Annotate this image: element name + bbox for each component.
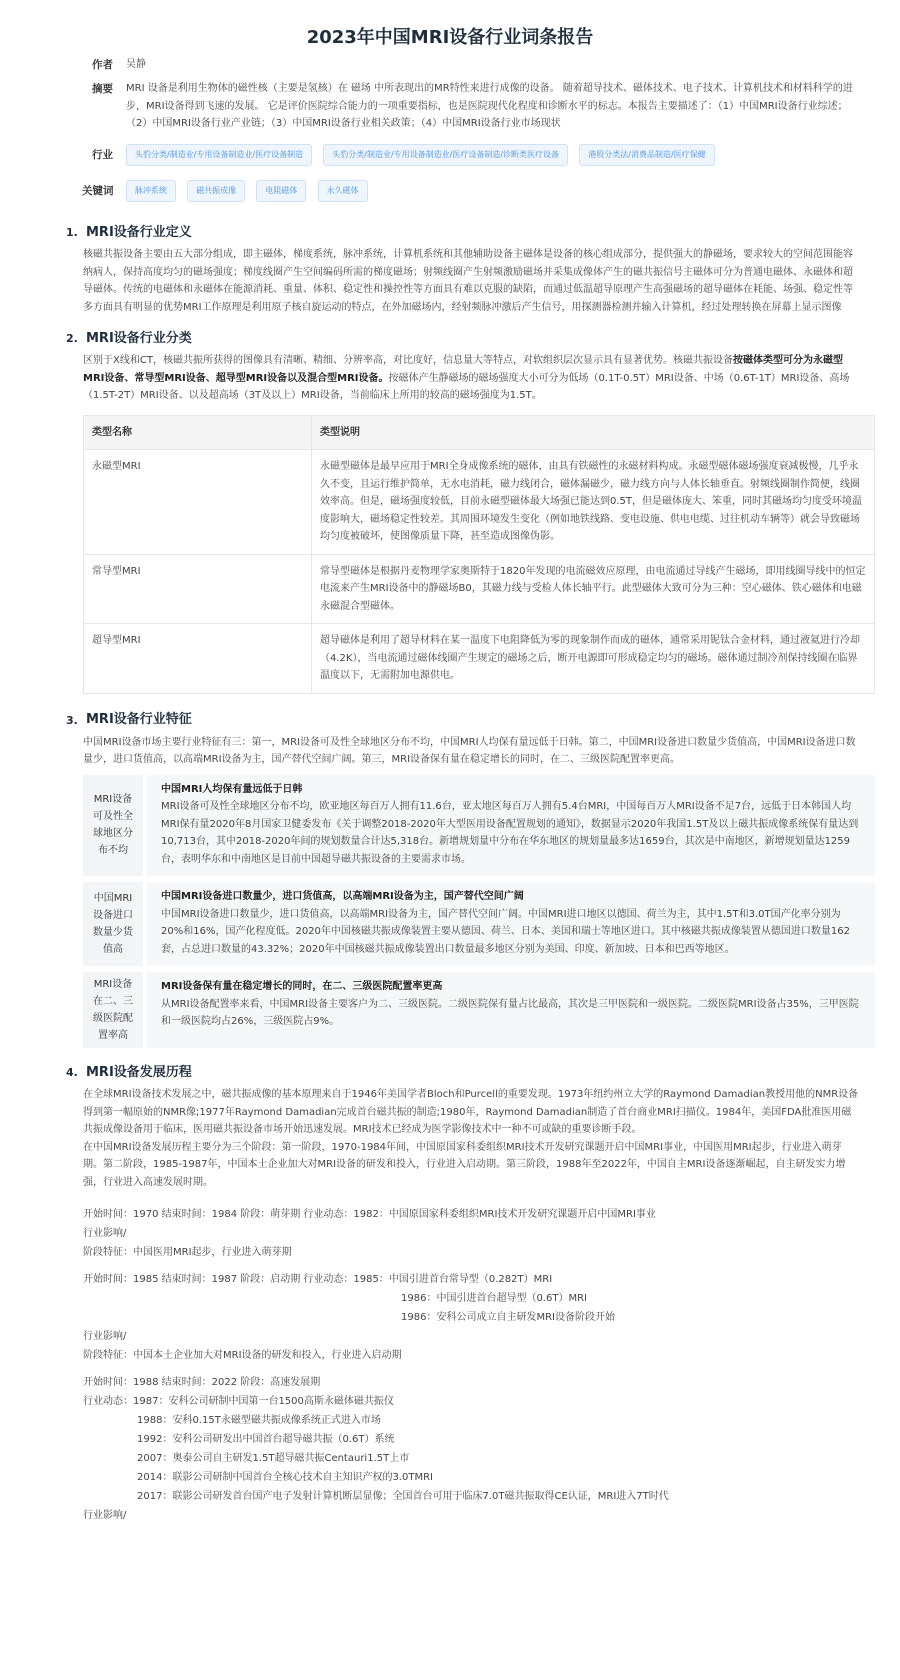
industry-label: 行业 bbox=[92, 148, 113, 161]
table-header-name: 类型名称 bbox=[84, 415, 312, 450]
industry-tag[interactable]: 头豹分类/制造业/专用设备制造业/医疗设备制造/诊断类医疗设备 bbox=[323, 144, 568, 166]
stage-feature: 中国医用MRI起步，行业进入萌芽期 bbox=[133, 1247, 292, 1258]
industry-row bbox=[92, 136, 856, 174]
section-title: MRI设备行业定义 bbox=[86, 224, 192, 240]
type-description: 永磁型磁体是最早应用于MRI全身成像系统的磁体，由具有铁磁性的永磁材料构成。永磁型磁体磁场强度衰减极慢，几乎永久不变，且运行维护简单，无水电消耗，磁力线闭合，磁体漏磁少，磁力线方向与人体长轴垂直。射频线圈制作简便，线圈效率高。但是，磁场强度较低，目前永磁型磁体最大场强已能达到0.5T，但是磁体庞大、笨重，同时其磁场均匀度受环境温度影响大，磁场稳定性较差。其周围环境发生变化（例如地铁线路、变电设施、供电电缆、过往机动车辆等）就会导致磁场均匀度被破坏，使图像质量下降，甚至造成图像伪影。 bbox=[312, 450, 875, 555]
para-bold-text: 按磁体类型可分为永磁型MRI设备、常导型MRI设备、超导型MRI设备以及混合型MRI设备。 bbox=[83, 355, 843, 384]
type-name: 常导型MRI bbox=[84, 554, 312, 624]
stage-event: 1988：安科0.15T永磁型磁共振成像系统正式进入市场 bbox=[137, 1415, 381, 1426]
para-text: 按磁体产生静磁场的磁场强度大小可分为低场（0.1T-0.5T）MRI设备、中场（0.6T-1T）MRI设备、高场（1.5T-2T）MRI设备、以及超高场（3T及以上）MRI设备，当前临床上所用的较高的磁场强度为1.5T。 bbox=[83, 372, 850, 401]
stage-event-row bbox=[83, 1392, 864, 1411]
stage-event: 2017：联影公司研发首台国产电子发射计算机断层显像；全国首台可用于临床7.0T磁共振取得CE认证，MRI进入7T时代 bbox=[137, 1491, 669, 1502]
feature-description: MRI设备可及性全球地区分布不均，欧亚地区每百万人拥有11.6台，亚太地区每百万人拥有5.4台MRI，中国每百万人MRI设备不足7台，远低于日本韩国人均MRI保有量2020年8月国家卫健委发布《关于调整2018-2020年大型医用设备配置规划的通知》，数据显示2020年我国1.5T及以上磁共振成像系统保有量达到10,713台，其中2018-2020年间的规划数量合计达5,318台。新增规划量中分布在华东地区的规划量最多达1659台，其次是中南地区，新增规划量达1259台，表明华东和中南地区是目前中国超导磁共振设备的主要需求市场。 bbox=[161, 801, 859, 865]
section-number: 4. bbox=[66, 1066, 78, 1080]
stage-summary: 开始时间：1988 结束时间：2022 阶段：高速发展期 bbox=[83, 1377, 321, 1388]
table-row bbox=[84, 554, 875, 624]
feature-description: 中国MRI设备进口数量少，进口货值高，以高端MRI设备为主，国产替代空间广阔。中国MRI进口地区以德国、荷兰为主，其中1.5T和3.0T国产化率分别为20%和16%，国产化程度低。2020年中国核磁共振成像装置主要从德国、荷兰、日本、美国和瑞士等地区进口。其中核磁共振成像装置从德国进口数量162套，占总进口数量的43.32%；2020年中国核磁共振成像装置出口数量最多地区分别为美国、印度、新加坡、日本和巴西等地区。 bbox=[161, 908, 850, 955]
feature-description: 从MRI设备配置率来看，中国MRI设备主要客户为二、三级医院。二级医院保有量占比最高，其次是三甲医院和一级医院。二级医院MRI设备占35%，三甲医院和一级医院均占26%，三级医院占9%。 bbox=[161, 998, 859, 1027]
industry-tag[interactable]: 港股分类法/消费品制造/医疗保健 bbox=[579, 144, 714, 166]
section-number: 2. bbox=[66, 332, 78, 346]
stage-event: 2007：奥泰公司自主研发1.5T超导磁共振Centauri1.5T上市 bbox=[137, 1453, 410, 1464]
stage-feature: 中国本土企业加大对MRI设备的研发和投入，行业进入启动期 bbox=[133, 1350, 402, 1361]
stage-feature-label: 阶段特征： bbox=[83, 1350, 133, 1361]
keyword-tag[interactable]: 电阻磁体 bbox=[256, 180, 306, 202]
feature-block bbox=[83, 882, 875, 966]
classification-table bbox=[83, 415, 875, 694]
stage-feature-row bbox=[83, 1243, 864, 1262]
stage-impact-label: 行业影响/ bbox=[83, 1510, 127, 1521]
author-name: 吴静 bbox=[126, 59, 146, 70]
keyword-tag[interactable]: 磁共振成像 bbox=[187, 180, 245, 202]
feature-label: MRI设备在二、三级医院配置率高 bbox=[83, 972, 143, 1048]
type-name: 超导型MRI bbox=[84, 624, 312, 694]
abstract-label: 摘要 bbox=[92, 83, 113, 95]
stage-summary: 开始时间：1970 结束时间：1984 阶段：萌芽期 行业动态：1982：中国原国家科委组织MRI技术开发研究课题开启中国MRI事业 bbox=[83, 1209, 656, 1220]
stage-summary: 开始时间：1985 结束时间：1987 阶段：启动期 行业动态：1985：中国引进首台常导型（0.282T）MRI bbox=[83, 1274, 553, 1285]
abstract-row bbox=[92, 80, 856, 136]
abstract-text: MRI 设备是利用生物体的磁性核（主要是氢核）在 磁场 中所表现出的MR特性来进行成像的设备。 随着超导技术、磁体技术、电子技术、计算机技术和材料科学的进步，MRI设备得到飞速的发展。 它是评价医院综合能力的一项重要指标，也是医院现代化程度和诊断水平的标志。本报告主要描述了：（1）中国MRI设备行业综述；（2）中国MRI设备行业产业链；（3）中国MRI设备行业相关政策；（4）中国MRI设备行业市场现状 bbox=[126, 83, 853, 129]
timeline-stage bbox=[83, 1373, 864, 1525]
section-4-paragraph-2: 在中国MRI设备发展历程主要分为三个阶段：第一阶段，1970-1984年间，中国原国家科委组织MRI技术开发研究课题开启中国MRI事业，中国医用MRI起步，行业进入萌芽期。第二阶段，1985-1987年，中国本土企业加大对MRI设备的研发和投入，行业进入启动期。第三阶段，1988年至2022年，中国自主MRI设备逐渐崛起，自主研发实力增强，行业进入高速发展时期。 bbox=[83, 1141, 846, 1188]
type-description: 常导型磁体是根据丹麦物理学家奥斯特于1820年发现的电流磁效应原理，由电流通过导线产生磁场，即用线圈导线中的恒定电流来产生MRI设备中的静磁场B0，其磁力线与受检人体长轴平行。此型磁体大致可分为三种：空心磁体、铁心磁体和电磁永磁混合型磁体。 bbox=[312, 554, 875, 624]
development-timeline bbox=[83, 1205, 864, 1525]
keyword-tag[interactable]: 永久磁体 bbox=[318, 180, 368, 202]
industry-tag[interactable]: 头豹分类/制造业/专用设备制造业/医疗设备制造 bbox=[126, 144, 312, 166]
report-title: 2023年中国MRI设备行业词条报告 bbox=[306, 27, 594, 48]
stage-event: 1986：中国引进首台超导型（0.6T）MRI bbox=[401, 1293, 587, 1304]
table-header-row bbox=[84, 415, 875, 450]
feature-content bbox=[147, 775, 875, 877]
stage-dynamics-label: 行业动态： bbox=[83, 1396, 133, 1407]
section-1-heading bbox=[66, 220, 864, 246]
stage-event: 2014：联影公司研制中国首台全核心技术自主知识产权的3.0TMRI bbox=[137, 1472, 433, 1483]
section-2-heading bbox=[66, 326, 864, 352]
stage-event: 1987：安科公司研制中国第一台1500高斯永磁体磁共振仪 bbox=[133, 1396, 394, 1407]
section-2-paragraph bbox=[83, 352, 860, 405]
stage-impact-label: 行业影响/ bbox=[83, 1228, 127, 1239]
table-row bbox=[84, 624, 875, 694]
table-row bbox=[84, 450, 875, 555]
feature-label: MRI设备可及性全球地区分布不均 bbox=[83, 775, 143, 877]
author-row bbox=[92, 56, 856, 80]
keyword-tag[interactable]: 脉冲系统 bbox=[126, 180, 176, 202]
timeline-stage bbox=[83, 1270, 864, 1365]
section-title: MRI设备行业特征 bbox=[86, 712, 192, 728]
stage-feature-row bbox=[83, 1346, 864, 1365]
section-4-heading bbox=[66, 1060, 864, 1086]
type-description: 超导磁体是利用了超导材料在某一温度下电阻降低为零的现象制作而成的磁体，通常采用铌钛合金材料，通过液氦进行冷却（4.2K），当电流通过磁体线圈产生规定的磁场之后，断开电源即可形成稳定均匀的磁场。磁体通过制冷剂保持线圈在临界温度以下，无需附加电源供电。 bbox=[312, 624, 875, 694]
stage-event: 1992：安科公司研发出中国首台超导磁共振（0.6T）系统 bbox=[137, 1434, 395, 1445]
type-name: 永磁型MRI bbox=[84, 450, 312, 555]
feature-title: 中国MRI设备进口数量少，进口货值高，以高端MRI设备为主，国产替代空间广阔 bbox=[161, 891, 524, 902]
section-number: 1. bbox=[66, 226, 78, 240]
section-title: MRI设备行业分类 bbox=[86, 330, 192, 346]
feature-label: 中国MRI设备进口数量少货值高 bbox=[83, 882, 143, 966]
stage-feature-label: 阶段特征： bbox=[83, 1247, 133, 1258]
stage-impact-label: 行业影响/ bbox=[83, 1331, 127, 1342]
section-title: MRI设备发展历程 bbox=[86, 1064, 192, 1080]
keywords-row bbox=[82, 174, 856, 208]
timeline-stage bbox=[83, 1205, 864, 1262]
table-header-desc: 类型说明 bbox=[312, 415, 875, 450]
industry-tags bbox=[126, 144, 856, 166]
author-label: 作者 bbox=[92, 59, 113, 71]
section-3-paragraph: 中国MRI设备市场主要行业特征有三：第一，MRI设备可及性全球地区分布不均，中国MRI人均保有量远低于日韩。第二，中国MRI设备进口数量少货值高，中国MRI设备进口数量少，进口货值高，以高端MRI设备为主，国产替代空间广阔。第三，MRI设备保有量在稳定增长的同时，在二、三级医院配置率更高。 bbox=[83, 736, 856, 765]
stage-event: 1986：安科公司成立自主研发MRI设备阶段开始 bbox=[401, 1312, 615, 1323]
feature-title: MRI设备保有量在稳定增长的同时，在二、三级医院配置率更高 bbox=[161, 981, 443, 992]
section-3-heading bbox=[66, 708, 864, 734]
feature-content bbox=[147, 882, 875, 966]
feature-title: 中国MRI人均保有量远低于日韩 bbox=[161, 783, 303, 795]
feature-content bbox=[147, 972, 875, 1048]
section-number: 3. bbox=[66, 713, 78, 727]
keyword-tags bbox=[126, 180, 856, 202]
para-text: 区别于X线和CT，核磁共振所获得的图像具有清晰、精细、分辨率高，对比度好，信息量大等特点，对软组织层次显示具有显著优势。核磁共振设备 bbox=[83, 355, 733, 366]
section-1-paragraph: 核磁共振设备主要由五大部分组成，即主磁体，梯度系统，脉冲系统，计算机系统和其他辅助设备主磁体是设备的核心组成部分，提供强大的静磁场，要求较大的空间范围能容纳病人，保持高度均匀的磁场强度；梯度线圈产生空间编码所需的梯度磁场；射频线圈产生射频激励磁场并采集成像体产生的磁共振信号主磁体可分为普通电磁体、永磁体和超导磁体。传统的电磁体和永磁体在能源消耗、重量、体积、稳定性和操控性等方面具有难以克服的缺陷，而通过低温超导原理产生高强磁场的超导磁体在耗能、场强、稳定性等多方面具有明显的优势MRI工作原理是利用原子核自旋运动的特点，在外加磁场内，经射频脉冲激后产生信号，用探测器检测并输入计算机，经过处理转换在屏幕上显示图像 bbox=[83, 249, 853, 313]
section-4-paragraph-1: 在全球MRI设备技术发展之中，磁共振成像的基本原理来自于1946年美国学者Bloch和Purcell的重要发现。1973年纽约州立大学的Raymond Damadian教授用他的NMR设备得到第一幅原始的NMR像;1977年Raymond Damadian完成首台磁共振的制造;1980年，Raymond Damadian制造了首台商业MRI扫描仪。1984年，美国FDA批准医用磁共振成像设备用于临床，医用磁共振设备市场开始迅速发展。MRI技术已经成为医学影像技术中一种不可或缺的重要诊断手段。 bbox=[83, 1089, 859, 1135]
feature-block bbox=[83, 972, 875, 1048]
keywords-label: 关键词 bbox=[82, 184, 114, 197]
feature-block bbox=[83, 775, 875, 877]
